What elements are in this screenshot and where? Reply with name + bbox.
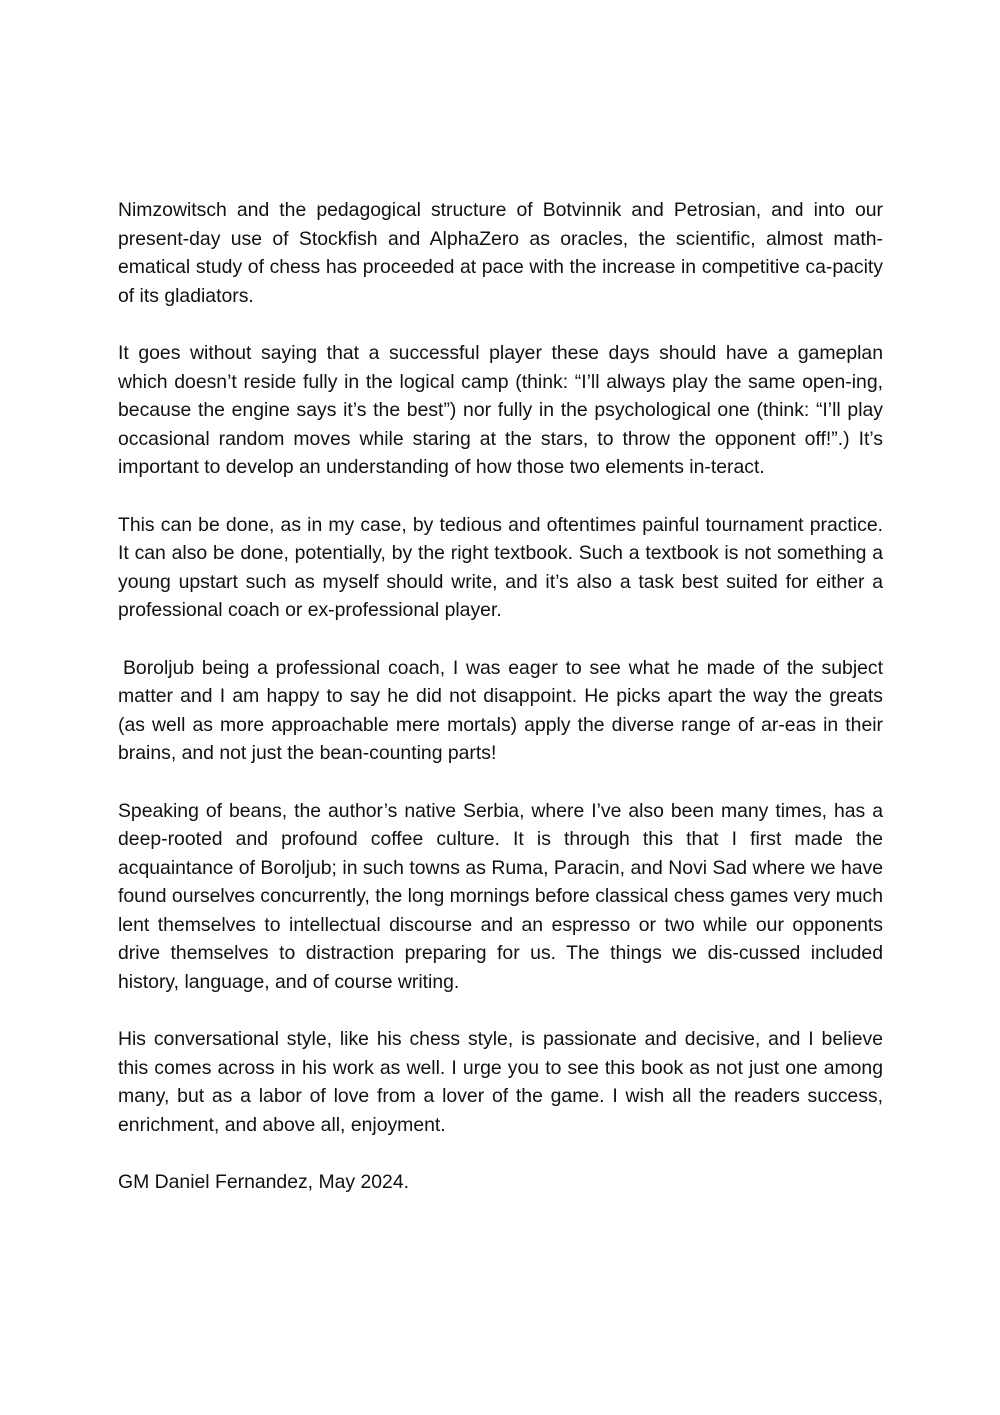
body-text: [118, 196, 883, 1197]
paragraph-4: Boroljub being a professional coach, I was eager to see what he made of the subject matter and I am happy to say he did not disappoint. He picks apart the way the greats (as well as more approachable mere mortals) apply the diverse range of ar-eas in their brains, and not just the bean-counting parts!: [118, 656, 883, 764]
paragraph-1: Nimzowitsch and the pedagogical structure of Botvinnik and Petrosian, and into our present-day use of Stockfish and AlphaZero as oracles, the scientific, almost math-ematical study of chess has proceeded at pace with the increase in competitive ca-pacity of its gladiators.: [118, 199, 883, 307]
signature: GM Daniel Fernandez, May 2024.: [118, 1171, 410, 1193]
paragraph-5: Speaking of beans, the author’s native Serbia, where I’ve also been many times, has a deep-rooted and profound coffee culture. It is through this that I first made the acquaintance of Boroljub; in such towns as Ruma, Paracin, and Novi Sad where we have found ourselves concurrently, the long mornings before classical chess games very much lent themselves to intellectual discourse and an espresso or two while our opponents drive themselves to distraction preparing for us. The things we dis-cussed included history, language, and of course writing.: [118, 799, 883, 993]
paragraph-3: This can be done, as in my case, by tedious and oftentimes painful tournament practice. It can also be done, potentially, by the right textbook. Such a textbook is not something a young upstart such as myself should write, and it’s also a task best suited for either a professional coach or ex-professional player.: [118, 513, 883, 621]
paragraph-6: His conversational style, like his chess style, is passionate and decisive, and I believe this comes across in his work as well. I urge you to see this book as not just one among many, but as a labor of love from a lover of the game. I wish all the readers success, enrichment, and above all, enjoyment.: [118, 1028, 883, 1136]
paragraph-2: It goes without saying that a successful player these days should have a gameplan which doesn’t reside fully in the logical camp (think: “I’ll always play the same open-ing, because the engine says it’s the best”) nor fully in the psychological one (think: “I’ll play occasional random moves while staring at the stars, to throw the opponent off!”.) It’s important to develop an understanding of how those two elements in-teract.: [118, 342, 883, 478]
